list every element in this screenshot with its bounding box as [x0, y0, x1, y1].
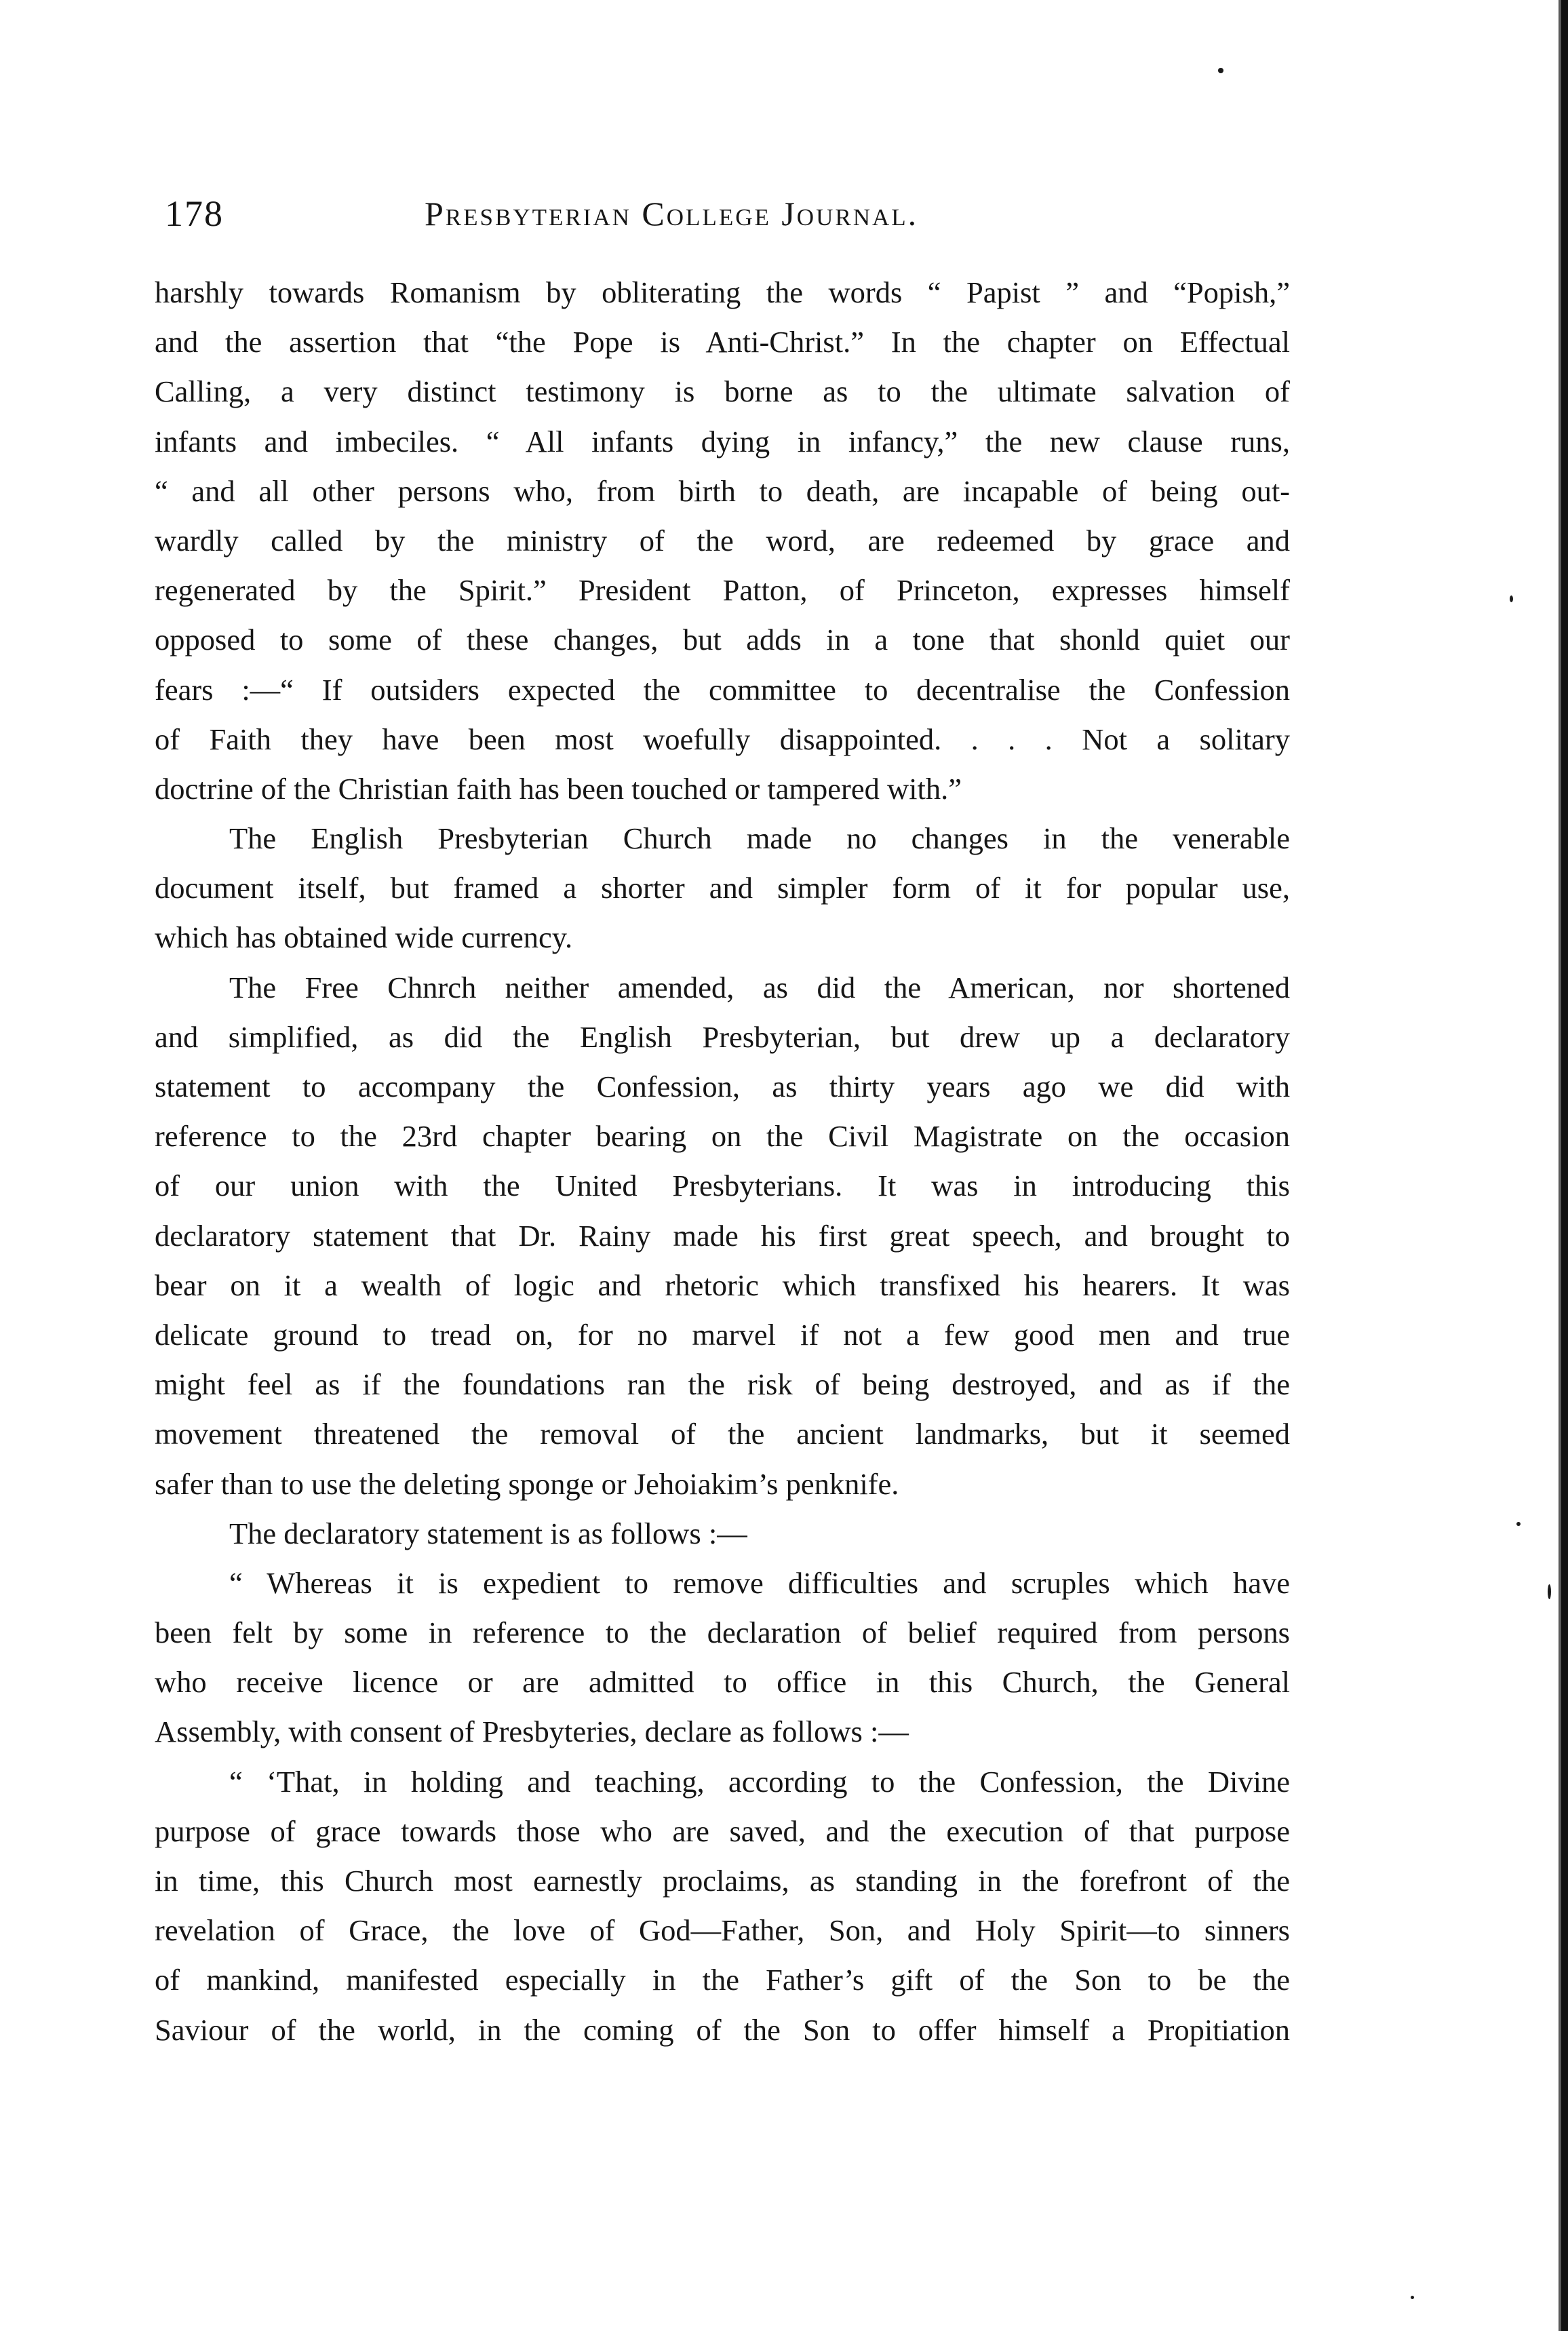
- running-head: [165, 193, 1291, 247]
- text-line: Calling, a very distinct testimony is borne as to the ultimate salvation of: [155, 374, 1290, 409]
- paragraph-start: The declaratory statement is as follows :—: [229, 1516, 747, 1550]
- scan-speck: [1510, 595, 1513, 602]
- text-line: delicate ground to tread on, for no marvel if not a few good men and true: [155, 1317, 1290, 1352]
- scan-speck: [1516, 1522, 1521, 1526]
- text-line: document itself, but framed a shorter and simpler form of it for popular use,: [155, 871, 1290, 905]
- text-line: and the assertion that “the Pope is Anti-Christ.” In the chapter on Effectual: [155, 325, 1290, 359]
- scan-speck: [1218, 68, 1223, 73]
- text-line: purpose of grace towards those who are saved, and the execution of that purpose: [155, 1814, 1290, 1848]
- text-line: of Faith they have been most woefully disappointed. . . . Not a solitary: [155, 722, 1290, 756]
- scan-speck: [1548, 1584, 1551, 1599]
- text-line: reference to the 23rd chapter bearing on the Civil Magistrate on the occasion: [155, 1119, 1290, 1154]
- scan-speck: [1411, 2296, 1414, 2299]
- text-line: harshly towards Romanism by obliterating the words “ Papist ” and “Popish,”: [155, 275, 1290, 309]
- text-line: opposed to some of these changes, but adds in a tone that shonld quiet our: [155, 623, 1290, 657]
- text-line: fears :—“ If outsiders expected the committee to decentralise the Confession: [155, 672, 1290, 707]
- text-line: doctrine of the Christian faith has been touched or tampered with.”: [155, 771, 962, 806]
- quotation-start: “ Whereas it is expedient to remove difficulties and scruples which have: [229, 1565, 1290, 1600]
- paragraph-start: The English Presbyterian Church made no changes in the venerable: [229, 821, 1290, 856]
- text-line: and simplified, as did the English Presbyterian, but drew up a declaratory: [155, 1019, 1290, 1054]
- text-line: regenerated by the Spirit.” President Patton, of Princeton, expresses himself: [155, 573, 1290, 608]
- page-edge-bar: [1561, 0, 1568, 2331]
- text-line: who receive licence or are admitted to office in this Church, the General: [155, 1665, 1290, 1700]
- quotation-start: “ ‘That, in holding and teaching, according to the Confession, the Divine: [229, 1764, 1290, 1799]
- text-line: might feel as if the foundations ran the risk of being destroyed, and as if the: [155, 1367, 1290, 1402]
- text-line: which has obtained wide currency.: [155, 920, 573, 955]
- text-line: wardly called by the ministry of the word, are redeemed by grace and: [155, 523, 1290, 557]
- text-line: Assembly, with consent of Presbyteries, declare as follows :—: [155, 1715, 909, 1749]
- text-line: bear on it a wealth of logic and rhetoric which transfixed his hearers. It was: [155, 1268, 1290, 1302]
- text-line: revelation of Grace, the love of God—Father, Son, and Holy Spirit—to sinners: [155, 1913, 1290, 1948]
- text-line: “ and all other persons who, from birth to death, are incapable of being out-: [155, 473, 1290, 508]
- text-line: in time, this Church most earnestly proclaims, as standing in the forefront of the: [155, 1864, 1290, 1898]
- text-line: Saviour of the world, in the coming of the Son to offer himself a Propitiation: [155, 2012, 1290, 2047]
- text-line: of our union with the United Presbyterians. It was in introducing this: [155, 1169, 1290, 1203]
- text-line: been felt by some in reference to the declaration of belief required from persons: [155, 1615, 1290, 1650]
- journal-title: Presbyterian College Journal.: [425, 195, 919, 233]
- text-line: safer than to use the deleting sponge or Jehoiakim’s penknife.: [155, 1466, 899, 1501]
- text-line: movement threatened the removal of the ancient landmarks, but it seemed: [155, 1417, 1290, 1451]
- text-line: of mankind, manifested especially in the Father’s gift of the Son to be the: [155, 1963, 1290, 1997]
- text-line: statement to accompany the Confession, as thirty years ago we did with: [155, 1070, 1290, 1103]
- text-line: declaratory statement that Dr. Rainy made his first great speech, and brought to: [155, 1218, 1290, 1253]
- text-line: infants and imbeciles. “ All infants dying in infancy,” the new clause runs,: [155, 424, 1290, 458]
- body-text: [155, 268, 1290, 2055]
- page-number: 178: [165, 193, 224, 234]
- paragraph-start: The Free Chnrch neither amended, as did the American, nor shortened: [229, 970, 1290, 1004]
